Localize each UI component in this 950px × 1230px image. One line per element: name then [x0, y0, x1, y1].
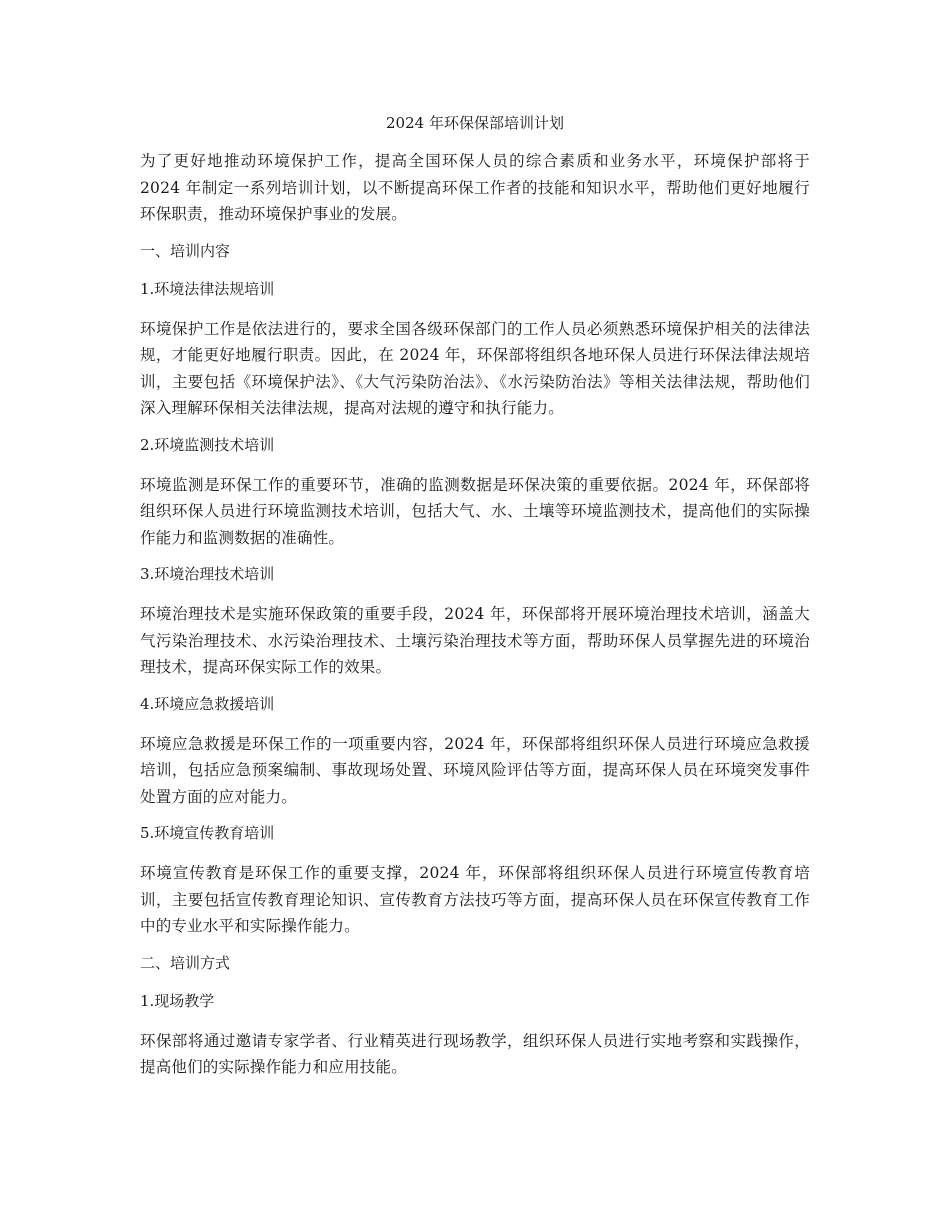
subheading-law-training: 1.环境法律法规培训	[140, 279, 275, 298]
paragraph-law-training: 环境保护工作是依法进行的，要求全国各级环保部门的工作人员必须熟悉环境保护相关的法律法规，才能更好地履行职责。因此，在 2024 年，环保部将组织各地环保人员进行环保法律法规培训，主要包括《环境保护法》、《大气污染防治法》、《水污染防治法》等相关法律法规，帮助他们深入理解环保相关法律法规，提高对法规的遵守和执行能力。	[140, 319, 810, 417]
document-page	[140, 112, 810, 1093]
intro-paragraph: 为了更好地推动环境保护工作，提高全国环保人员的综合素质和业务水平，环境保护部将于 2024 年制定一系列培训计划，以不断提高环保工作者的技能和知识水平，帮助他们更好地履行环保职责，推动环境保护事业的发展。	[140, 152, 810, 223]
paragraph-treatment-training: 环境治理技术是实施环保政策的重要手段，2024 年，环保部将开展环境治理技术培训，涵盖大气污染治理技术、水污染治理技术、土壤污染治理技术等方面，帮助环保人员掌握先进的环境治理技术，提高环保实际工作的效果。	[140, 605, 810, 676]
document-title: 2024 年环保保部培训计划	[386, 114, 564, 132]
paragraph-onsite-teaching: 环保部将通过邀请专家学者、行业精英进行现场教学，组织环保人员进行实地考察和实践操作，提高他们的实际操作能力和应用技能。	[140, 1031, 810, 1076]
subheading-monitoring-training: 2.环境监测技术培训	[140, 435, 275, 454]
subheading-onsite-teaching: 1.现场教学	[140, 991, 215, 1010]
section-heading-training-content: 一、培训内容	[140, 241, 231, 260]
paragraph-monitoring-training: 环境监测是环保工作的重要环节，准确的监测数据是环保决策的重要依据。2024 年，环保部将组织环保人员进行环境监测技术培训，包括大气、水、土壤等环境监测技术，提高他们的实际操作能力和监测数据的准确性。	[140, 475, 810, 547]
subheading-treatment-training: 3.环境治理技术培训	[140, 565, 275, 583]
paragraph-emergency-training: 环境应急救援是环保工作的一项重要内容，2024 年，环保部将组织环保人员进行环境应急救援培训，包括应急预案编制、事故现场处置、环境风险评估等方面，提高环保人员在环境突发事件处置方面的应对能力。	[140, 734, 810, 806]
section-heading-training-methods: 二、培训方式	[140, 953, 231, 972]
subheading-education-training: 5.环境宣传教育培训	[140, 824, 275, 842]
paragraph-education-training: 环境宣传教育是环保工作的重要支撑，2024 年，环保部将组织环保人员进行环境宣传教育培训，主要包括宣传教育理论知识、宣传教育方法技巧等方面，提高环保人员在环保宣传教育工作中的专业水平和实际操作能力。	[140, 864, 810, 935]
subheading-emergency-training: 4.环境应急救援培训	[140, 694, 275, 713]
